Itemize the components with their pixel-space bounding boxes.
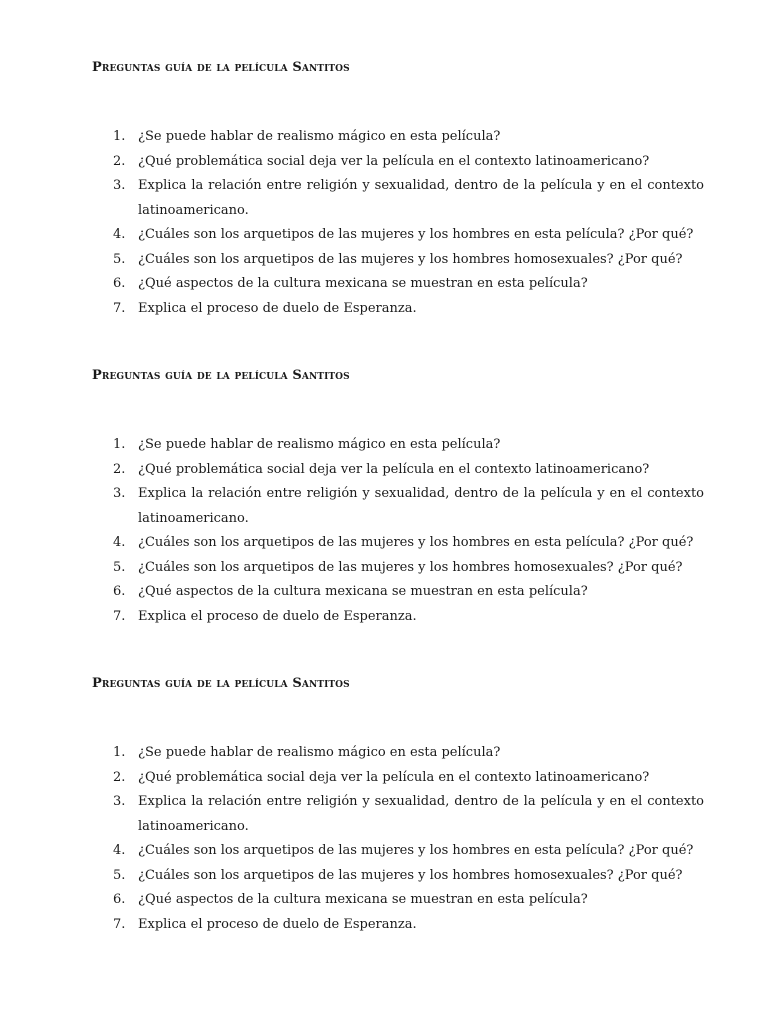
- item-text: ¿Cuáles son los arquetipos de las mujeres y los hombres homosexuales? ¿Por qué?: [138, 867, 683, 883]
- list-item: [92, 297, 704, 322]
- section-title: Preguntas guía de la película Santitos: [92, 676, 350, 691]
- item-number: 6.: [113, 584, 126, 599]
- item-text: ¿Qué problemática social deja ver la película en el contexto latinoamericano?: [138, 461, 650, 477]
- item-text: Explica el proceso de duelo de Esperanza.: [138, 300, 417, 316]
- list-item: [92, 458, 704, 483]
- item-number: 3.: [113, 486, 126, 501]
- item-number: 6.: [113, 276, 126, 291]
- item-number: 1.: [113, 437, 126, 452]
- item-number: 3.: [113, 178, 126, 193]
- list-item: [92, 605, 704, 630]
- item-text: ¿Qué aspectos de la cultura mexicana se muestran en esta película?: [138, 276, 588, 291]
- list-item: [92, 125, 704, 150]
- item-number: 6.: [113, 892, 126, 907]
- item-number: 5.: [113, 559, 126, 575]
- item-text: Explica la relación entre religión y sexualidad, dentro de la película y en el contexto latinoamericano.: [138, 794, 704, 834]
- question-list: [92, 741, 704, 937]
- item-number: 1.: [113, 745, 126, 760]
- item-text: ¿Cuáles son los arquetipos de las mujeres y los hombres en esta película? ¿Por qué?: [138, 535, 694, 550]
- item-number: 2.: [113, 769, 126, 785]
- item-number: 7.: [113, 608, 126, 624]
- item-number: 7.: [113, 916, 126, 932]
- question-section: [92, 366, 704, 624]
- item-number: 2.: [113, 461, 126, 477]
- item-number: 4.: [113, 843, 126, 858]
- item-text: Explica la relación entre religión y sexualidad, dentro de la película y en el contexto latinoamericano.: [138, 486, 704, 526]
- list-item: [92, 864, 704, 889]
- list-item: [92, 741, 704, 766]
- list-item: [92, 482, 704, 531]
- list-item: [92, 766, 704, 791]
- section-title: Preguntas guía de la película Santitos: [92, 368, 350, 383]
- list-item: [92, 556, 704, 581]
- section-title: Preguntas guía de la película Santitos: [92, 60, 350, 75]
- item-text: ¿Cuáles son los arquetipos de las mujeres y los hombres en esta película? ¿Por qué?: [138, 227, 694, 242]
- item-text: Explica la relación entre religión y sexualidad, dentro de la película y en el contexto latinoamericano.: [138, 178, 704, 218]
- list-item: [92, 913, 704, 938]
- list-item: [92, 248, 704, 273]
- item-number: 4.: [113, 227, 126, 242]
- list-item: [92, 580, 704, 605]
- item-text: ¿Qué problemática social deja ver la película en el contexto latinoamericano?: [138, 769, 650, 785]
- item-number: 7.: [113, 300, 126, 316]
- item-text: ¿Se puede hablar de realismo mágico en esta película?: [138, 745, 501, 760]
- item-text: Explica el proceso de duelo de Esperanza.: [138, 916, 417, 932]
- item-number: 1.: [113, 129, 126, 144]
- item-text: ¿Qué aspectos de la cultura mexicana se muestran en esta película?: [138, 892, 588, 907]
- question-section: [92, 674, 704, 932]
- list-item: [92, 223, 704, 248]
- question-list: [92, 433, 704, 629]
- item-number: 3.: [113, 794, 126, 809]
- item-text: Explica el proceso de duelo de Esperanza.: [138, 608, 417, 624]
- list-item: [92, 174, 704, 223]
- item-text: ¿Cuáles son los arquetipos de las mujeres y los hombres en esta película? ¿Por qué?: [138, 843, 694, 858]
- list-item: [92, 790, 704, 839]
- item-text: ¿Qué aspectos de la cultura mexicana se muestran en esta película?: [138, 584, 588, 599]
- item-number: 5.: [113, 251, 126, 267]
- list-item: [92, 272, 704, 297]
- item-number: 4.: [113, 535, 126, 550]
- item-text: ¿Se puede hablar de realismo mágico en esta película?: [138, 437, 501, 452]
- list-item: [92, 150, 704, 175]
- item-text: ¿Qué problemática social deja ver la película en el contexto latinoamericano?: [138, 153, 650, 169]
- question-section: [92, 58, 704, 316]
- list-item: [92, 888, 704, 913]
- question-list: [92, 125, 704, 321]
- item-number: 5.: [113, 867, 126, 883]
- list-item: [92, 531, 704, 556]
- item-text: ¿Cuáles son los arquetipos de las mujeres y los hombres homosexuales? ¿Por qué?: [138, 559, 683, 575]
- item-number: 2.: [113, 153, 126, 169]
- list-item: [92, 433, 704, 458]
- item-text: ¿Se puede hablar de realismo mágico en esta película?: [138, 129, 501, 144]
- list-item: [92, 839, 704, 864]
- item-text: ¿Cuáles son los arquetipos de las mujeres y los hombres homosexuales? ¿Por qué?: [138, 251, 683, 267]
